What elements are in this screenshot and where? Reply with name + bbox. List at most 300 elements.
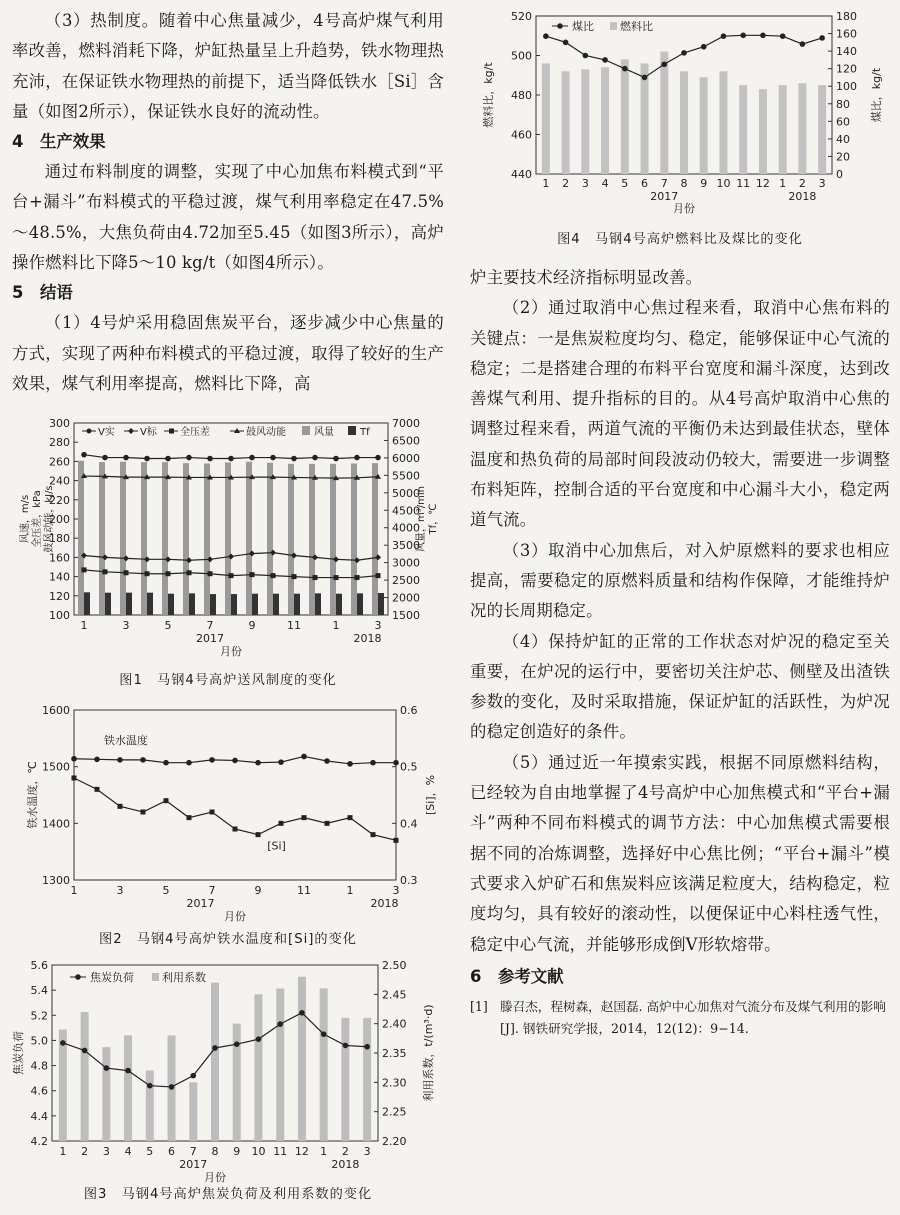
- figure-3-legend-label: 利用系数: [162, 971, 206, 985]
- figure-4-y-right-tick-label: 180: [836, 10, 857, 23]
- figure-1-y-right-tick-label: 6000: [392, 452, 420, 466]
- paragraph-conclusion-2: （2）通过取消中心焦过程来看，取消中心焦布料的关键点：一是焦炭粒度均匀、稳定，能够保证中心气流的稳定；二是搭建合理的布料平台宽度和漏斗深度，达到改善煤气利用、提升指标的目的。从4号高炉取消中心焦的调整过程来看，两道气流的平衡仍未达到最佳状态，壁体温度和热负荷的局部时间段波动仍较大，需要进一步调整布料矩阵，控制合适的平台宽度和中心漏斗大小，稳定两道气流。: [470, 298, 890, 530]
- figure-2-year-label: 2018: [370, 897, 399, 911]
- figure-2-y-right-tick-label: 0.3: [400, 874, 418, 888]
- figure-4-bar-fuel-ratio: [562, 71, 570, 174]
- figure-1-point-v-actual: [312, 455, 318, 461]
- figure-2-x-tick-label: 3: [116, 884, 124, 898]
- figure-1-y-right-tick-label: 4500: [392, 504, 420, 518]
- figure-4-year-label: 2018: [788, 190, 817, 203]
- figure-1-point-pressure-diff: [334, 575, 339, 580]
- figure-1-y-left-tick-label: 220: [49, 494, 70, 508]
- section-5-number: 5: [12, 283, 24, 303]
- figure-2-point-si: [371, 832, 376, 837]
- figure-1-legend-label: V标: [140, 427, 157, 439]
- figure-4-x-tick-label: 9: [700, 177, 708, 190]
- figure-2-point-si: [141, 810, 146, 815]
- figure-1-y-left-tick-label: 140: [49, 570, 70, 584]
- figure-2-point-si: [348, 815, 353, 820]
- figure-1-bar-tf: [231, 594, 237, 615]
- figure-3-year-label: 2017: [179, 1158, 208, 1172]
- figure-1-bar-airflow: [99, 462, 105, 615]
- figure-4-x-tick-label: 10: [716, 177, 731, 190]
- figure-4-bar-fuel-ratio: [739, 85, 747, 174]
- figure-2-point-hot-metal-temp: [324, 758, 330, 764]
- figure-3-caption: 图3 马钢4号高炉焦炭负荷及利用系数的变化: [83, 1187, 373, 1203]
- figure-3-bar-utilization: [341, 1018, 349, 1141]
- figure-2-x-tick-label: 5: [162, 884, 170, 898]
- reference-1: [470, 996, 890, 1040]
- section-4-title: 生产效果: [40, 132, 106, 152]
- figure-4-x-tick-label: 3: [818, 177, 826, 190]
- figure-3-point-coke-load: [147, 1083, 153, 1089]
- figure-1-chart: [12, 411, 444, 661]
- figure-3-point-coke-load: [343, 1043, 349, 1049]
- figure-2-x-tick-label: 9: [254, 884, 262, 898]
- figure-1-x-tick-label: 1: [332, 619, 340, 633]
- figure-4-point-coal-ratio: [661, 61, 667, 67]
- figure-4-point-coal-ratio: [681, 50, 687, 56]
- figure-1-y-left-tick-label: 200: [49, 513, 70, 527]
- figure-1-bar-airflow: [78, 461, 84, 615]
- figure-4-point-coal-ratio: [740, 33, 746, 39]
- figure-1-y-right-tick-label: 7000: [392, 417, 420, 431]
- figure-1-caption: 图1 马钢4号高炉送风制度的变化: [119, 673, 337, 689]
- figure-4-x-tick-label: 5: [621, 177, 629, 190]
- figure-2-point-si: [302, 815, 307, 820]
- figure-1-point-pressure-diff: [166, 571, 171, 576]
- figure-1-legend-label: 全压差: [180, 427, 210, 439]
- figure-1-y-right-label: Tf，℃: [428, 503, 439, 535]
- figure-4-point-coal-ratio: [701, 44, 707, 50]
- figure-2-point-hot-metal-temp: [94, 757, 100, 763]
- paragraph-conclusion-1-continued: 炉主要技术经济指标明显改善。: [470, 268, 703, 287]
- figure-3-point-coke-load: [104, 1066, 110, 1072]
- figure-4-y-right-tick-label: 0: [836, 168, 843, 181]
- figure-2-point-si: [256, 832, 261, 837]
- figure-1-legend-swatch: [302, 426, 310, 435]
- figure-3-point-coke-load: [212, 1045, 218, 1051]
- figure-1-point-pressure-diff: [376, 573, 381, 578]
- figure-4-point-coal-ratio: [583, 53, 589, 59]
- figure-1-bar-tf: [294, 594, 300, 615]
- reference-1-index: [1]: [470, 998, 488, 1014]
- figure-1-point-v-actual: [207, 456, 213, 462]
- figure-1-point-v-actual: [165, 456, 171, 462]
- figure-4-y-right-tick-label: 160: [836, 27, 857, 41]
- figure-4-point-coal-ratio: [563, 40, 569, 46]
- figure-4-y-left-label: 燃料比，kg/t: [482, 62, 495, 128]
- figure-1-bar-airflow: [267, 463, 273, 615]
- figure-3-x-tick-label: 2: [81, 1145, 89, 1159]
- figure-1-point-pressure-diff: [250, 572, 255, 577]
- figure-1-point-v-actual: [228, 456, 234, 462]
- figure-1-y-left-label: 鼓风动能，kJ/s: [44, 485, 55, 553]
- figure-3-bar-utilization: [59, 1030, 67, 1141]
- figure-1-x-tick-label: 3: [374, 619, 382, 633]
- figure-2-y-left-tick-label: 1400: [42, 817, 70, 831]
- figure-3-legend-marker: [75, 974, 81, 980]
- figure-1-point-pressure-diff: [313, 575, 318, 580]
- figure-1-y-right-tick-label: 2000: [392, 591, 420, 605]
- figure-4-y-right-tick-label: 20: [836, 150, 850, 164]
- figure-1-bar-airflow: [288, 464, 294, 615]
- figure-1-y-right-tick-label: 2500: [392, 574, 420, 588]
- figure-1-bar-tf: [252, 594, 258, 615]
- figure-3-point-coke-load: [125, 1068, 131, 1074]
- section-4-heading: [12, 127, 444, 157]
- figure-3-bar-utilization: [233, 1024, 241, 1141]
- figure-3-chart: [12, 955, 444, 1185]
- figure-3-x-tick-label: 10: [251, 1145, 266, 1159]
- figure-3-point-coke-load: [60, 1040, 66, 1046]
- figure-3-x-tick-label: 5: [146, 1145, 154, 1159]
- figure-4-bar-fuel-ratio: [798, 83, 806, 174]
- figure-3-x-tick-label: 3: [102, 1145, 110, 1159]
- figure-3-y-right-tick-label: 2.45: [382, 988, 407, 1002]
- figure-3-y-right-tick-label: 2.30: [382, 1076, 407, 1090]
- figure-1-bar-tf: [273, 594, 279, 615]
- figure-4-y-left-tick-label: 520: [511, 10, 532, 23]
- figure-1-x-tick-label: 5: [164, 619, 172, 633]
- figure-2: [12, 700, 444, 947]
- figure-2-point-hot-metal-temp: [71, 756, 77, 762]
- figure-4-y-right-tick-label: 80: [836, 97, 850, 111]
- right-column: [470, 0, 890, 1040]
- figure-1-y-left-tick-label: 160: [49, 551, 70, 565]
- figure-1-point-v-actual: [81, 452, 87, 458]
- figure-1-point-v-actual: [186, 455, 192, 461]
- figure-1-y-left-tick-label: 300: [49, 417, 70, 431]
- figure-1-bar-airflow: [162, 462, 168, 615]
- figure-1-x-tick-label: 7: [206, 619, 214, 633]
- figure-3-bar-utilization: [81, 1012, 89, 1141]
- section-6-number: 6: [470, 966, 482, 986]
- figure-4-y-left-tick-label: 500: [511, 49, 532, 63]
- figure-1-bar-airflow: [330, 464, 336, 615]
- paragraph-conclusion-5: （5）通过近一年摸索实践，根据不同原燃料结构，已经较为自由地掌握了4号高炉中心加焦模式和“平台+漏斗”两种不同布料模式的调节方法：中心加焦模式需要根据不同的冶炼调整，选择好中心焦比例；“平台+漏斗”模式要求入炉矿石和焦炭料应该满足粒度大，结构稳定，粒度均匀，具有较好的滚动性，以便保证中心料柱透气性，稳定中心气流，并能够形成倒V形软熔带。: [470, 752, 890, 954]
- figure-1-bar-airflow: [141, 462, 147, 615]
- figure-3-y-right-tick-label: 2.20: [382, 1135, 407, 1149]
- figure-1-point-v-actual: [375, 455, 381, 461]
- figure-2-x-tick-label: 11: [297, 884, 311, 898]
- figure-1-bar-tf: [189, 594, 195, 616]
- figure-3-x-tick-label: 7: [189, 1145, 197, 1159]
- figure-1-y-right-label: 风量，m³/min: [416, 486, 427, 553]
- figure-3-x-tick-label: 4: [124, 1145, 132, 1159]
- figure-3-x-tick-label: 11: [273, 1145, 288, 1159]
- left-column: [12, 0, 444, 1202]
- figure-1-year-label: 2018: [353, 632, 382, 646]
- figure-2-point-hot-metal-temp: [209, 757, 215, 763]
- figure-3-bar-utilization: [124, 1036, 132, 1142]
- figure-4-point-coal-ratio: [602, 57, 608, 63]
- figure-2-point-hot-metal-temp: [347, 761, 353, 767]
- figure-2-y-right-tick-label: 0.5: [400, 760, 418, 774]
- figure-4-x-tick-label: 8: [680, 177, 688, 190]
- figure-3-point-coke-load: [299, 1010, 305, 1016]
- figure-3-bar-utilization: [146, 1071, 154, 1141]
- figure-1-legend-marker: [169, 429, 174, 434]
- figure-2-x-tick-label: 1: [346, 884, 354, 898]
- figure-4-x-tick-label: 7: [660, 177, 668, 190]
- paragraph-conclusion-1: （1）4号炉采用稳固焦炭平台，逐步减少中心焦量的方式，实现了两种布料模式的平稳过渡，取得了较好的生产效果，煤气利用率提高，燃料比下降，高: [12, 313, 444, 393]
- figure-4: [470, 6, 890, 247]
- figure-4-legend-swatch: [610, 22, 617, 30]
- figure-1-y-left-label: 风速，m/s: [20, 495, 31, 544]
- figure-4-x-tick-label: 12: [755, 177, 770, 190]
- figure-1-point-v-actual: [102, 455, 108, 461]
- figure-4-point-coal-ratio: [543, 33, 549, 39]
- figure-1-y-right-tick-label: 5000: [392, 487, 420, 501]
- figure-1-point-v-actual: [354, 455, 360, 461]
- figure-1-point-v-actual: [144, 456, 150, 462]
- figure-4-bar-fuel-ratio: [660, 52, 668, 174]
- figure-1-point-pressure-diff: [187, 571, 192, 576]
- figure-2-point-si: [394, 838, 399, 843]
- figure-4-y-right-label: 煤比，kg/t: [870, 67, 883, 123]
- figure-4-point-coal-ratio: [780, 33, 786, 39]
- figure-1-legend-marker: [87, 429, 92, 434]
- figure-3-point-coke-load: [321, 1032, 327, 1038]
- figure-2-point-si: [72, 776, 77, 781]
- figure-3-y-right-tick-label: 2.50: [382, 959, 407, 973]
- figure-1-x-axis-label: 月份: [220, 645, 242, 659]
- figure-2-point-si: [279, 821, 284, 826]
- figure-2-point-si: [325, 821, 330, 826]
- figure-1-point-v-actual: [249, 455, 255, 461]
- figure-2-point-hot-metal-temp: [140, 757, 146, 763]
- figure-1-y-right-tick-label: 1500: [392, 609, 420, 623]
- figure-2-point-si: [95, 787, 100, 792]
- figure-4-x-tick-label: 2: [798, 177, 806, 190]
- figure-4-legend-label: 煤比: [572, 20, 594, 33]
- figure-4-y-left-tick-label: 480: [511, 89, 532, 102]
- figure-3-bar-utilization: [276, 989, 284, 1142]
- figure-1-legend-label: 风量: [314, 427, 334, 439]
- figure-1-point-pressure-diff: [292, 574, 297, 579]
- figure-3-y-left-label: 焦炭负荷: [12, 1031, 25, 1076]
- figure-2-x-axis-label: 月份: [224, 910, 246, 924]
- figure-3-y-left-tick-label: 4.8: [30, 1059, 48, 1073]
- figure-4-point-coal-ratio: [800, 41, 806, 47]
- figure-1-bar-airflow: [351, 464, 357, 616]
- figure-2-point-hot-metal-temp: [278, 760, 284, 766]
- figure-1-bar-tf: [105, 593, 111, 615]
- figure-3-bar-utilization: [102, 1047, 110, 1141]
- figure-1-y-left-tick-label: 280: [49, 436, 70, 450]
- figure-2-y-right-tick-label: 0.6: [400, 704, 418, 718]
- figure-1-bar-tf: [210, 594, 216, 615]
- figure-1-bar-airflow: [309, 464, 315, 615]
- figure-1-point-v-actual: [333, 456, 339, 462]
- figure-3-point-coke-load: [256, 1037, 262, 1043]
- figure-1-point-v-actual: [123, 455, 129, 461]
- figure-1-bar-tf: [336, 594, 342, 615]
- figure-1-y-right-tick-label: 5500: [392, 469, 420, 483]
- figure-4-x-tick-label: 4: [601, 177, 609, 190]
- figure-3-x-axis-label: 月份: [204, 1171, 226, 1185]
- figure-1-x-tick-label: 9: [248, 619, 256, 633]
- figure-4-point-coal-ratio: [622, 66, 628, 72]
- figure-4-year-label: 2017: [650, 190, 679, 203]
- reference-1-text: 滕召杰，程树森，赵国磊. 高炉中心加焦对气流分布及煤气利用的影响[J]. 钢铁研究学报，2014，12(12)：9−14.: [500, 998, 886, 1036]
- figure-4-point-coal-ratio: [760, 33, 766, 39]
- figure-4-y-right-tick-label: 100: [836, 80, 857, 94]
- section-5-heading: [12, 278, 444, 308]
- figure-4-x-tick-label: 2: [562, 177, 570, 190]
- figure-1-y-right-tick-label: 4000: [392, 521, 420, 535]
- figure-1-x-tick-label: 11: [287, 619, 301, 633]
- figure-4-y-right-tick-label: 60: [836, 115, 850, 129]
- figure-3-bar-utilization: [211, 983, 219, 1141]
- figure-4-bar-fuel-ratio: [719, 71, 727, 174]
- figure-2-point-hot-metal-temp: [301, 754, 307, 760]
- figure-2-point-hot-metal-temp: [393, 760, 399, 766]
- figure-1-point-pressure-diff: [271, 573, 276, 578]
- figure-3-x-tick-label: 1: [320, 1145, 328, 1159]
- figure-1-bar-airflow: [372, 463, 378, 615]
- figure-1-bar-tf: [147, 593, 153, 615]
- figure-2-point-si: [118, 804, 123, 809]
- figure-1-legend-label: V实: [98, 427, 115, 439]
- figure-1-point-pressure-diff: [103, 570, 108, 575]
- figure-4-bar-fuel-ratio: [759, 89, 767, 174]
- figure-2-point-hot-metal-temp: [370, 760, 376, 766]
- figure-4-y-right-tick-label: 140: [836, 45, 857, 59]
- figure-2-x-tick-label: 3: [392, 884, 400, 898]
- figure-1-bar-airflow: [120, 462, 126, 615]
- figure-4-chart: [470, 6, 890, 214]
- paragraph-heat-regime: （3）热制度。随着中心焦量减少，4号高炉煤气利用率改善，燃料消耗下降，炉缸热量呈上升趋势，铁水物理热充沛，在保证铁水物理热的前提下，适当降低铁水［Si］含量（如图2所示），保证铁水良好的流动性。: [12, 11, 444, 121]
- figure-2-y-left-tick-label: 1600: [42, 704, 70, 718]
- figure-4-point-coal-ratio: [642, 75, 648, 81]
- figure-1-legend-swatch: [348, 426, 356, 435]
- figure-3-bar-utilization: [298, 977, 306, 1141]
- figure-2-y-left-tick-label: 1500: [42, 760, 70, 774]
- figure-2-year-label: 2017: [186, 897, 215, 911]
- figure-1-x-tick-label: 3: [122, 619, 130, 633]
- figure-4-x-axis-label: 月份: [673, 202, 695, 215]
- figure-2-point-si: [210, 810, 215, 815]
- figure-1-point-pressure-diff: [355, 575, 360, 580]
- figure-1-y-left-tick-label: 260: [49, 455, 70, 469]
- figure-4-legend-marker: [557, 23, 563, 29]
- figure-1-bar-tf: [168, 594, 174, 615]
- paragraph-conclusion-3: （3）取消中心加焦后，对入炉原燃料的要求也相应提高，需要稳定的原燃料质量和结构作保障，才能维持炉况的长周期稳定。: [470, 540, 890, 621]
- figure-3-y-left-tick-label: 4.6: [30, 1084, 48, 1098]
- figure-3-x-tick-label: 6: [168, 1145, 176, 1159]
- figure-4-y-left-tick-label: 460: [511, 128, 532, 142]
- figure-3-x-tick-label: 9: [233, 1145, 241, 1159]
- figure-3-y-left-tick-label: 5.0: [30, 1034, 48, 1048]
- section-5-title: 结语: [40, 283, 73, 303]
- figure-1-x-tick-label: 1: [80, 619, 88, 633]
- figure-1-point-v-actual: [270, 455, 276, 461]
- figure-1-legend-label: 鼓风动能: [246, 427, 286, 439]
- figure-3-point-coke-load: [364, 1044, 370, 1050]
- figure-3-x-tick-label: 8: [211, 1145, 219, 1159]
- figure-3-x-tick-label: 1: [59, 1145, 67, 1159]
- section-6-title: 参考文献: [498, 966, 564, 986]
- figure-2-series-label-si: [Si]: [267, 839, 286, 853]
- figure-1-bar-airflow: [183, 463, 189, 615]
- figure-1-y-right-tick-label: 3000: [392, 556, 420, 570]
- figure-1: [12, 411, 444, 688]
- figure-2-point-hot-metal-temp: [186, 760, 192, 766]
- figure-1-bar-tf: [378, 593, 384, 615]
- figure-1-point-v-actual: [291, 456, 297, 462]
- figure-3-y-left-tick-label: 4.4: [30, 1110, 48, 1124]
- figure-3-bar-utilization: [254, 995, 262, 1142]
- figure-2-point-hot-metal-temp: [232, 758, 238, 764]
- figure-2-y-left-tick-label: 1300: [42, 874, 70, 888]
- figure-3-y-right-label: 利用系数，t/(m³·d): [422, 1004, 435, 1102]
- figure-1-y-left-tick-label: 240: [49, 474, 70, 488]
- figure-2-y-right-tick-label: 0.4: [400, 817, 418, 831]
- figure-3-y-right-tick-label: 2.35: [382, 1047, 407, 1061]
- figure-1-year-label: 2017: [196, 632, 224, 646]
- figure-2-caption: 图2 马钢4号高炉铁水温度和[Si]的变化: [99, 932, 357, 948]
- figure-3-legend-swatch: [152, 973, 159, 981]
- figure-2-point-hot-metal-temp: [255, 760, 261, 766]
- figure-3-legend-label: 焦炭负荷: [90, 971, 134, 985]
- section-6-heading: [470, 962, 890, 992]
- figure-2-point-si: [187, 815, 192, 820]
- figure-3-point-coke-load: [234, 1042, 240, 1048]
- figure-1-bar-tf: [126, 593, 132, 615]
- figure-4-x-tick-label: 11: [736, 177, 751, 190]
- figure-1-point-pressure-diff: [124, 571, 129, 576]
- figure-4-y-right-tick-label: 120: [836, 62, 857, 76]
- figure-1-bar-airflow: [204, 464, 210, 616]
- figure-2-point-si: [164, 798, 169, 803]
- figure-3-y-left-tick-label: 4.2: [30, 1135, 48, 1149]
- figure-4-point-coal-ratio: [819, 35, 825, 41]
- figure-2-chart: [12, 700, 444, 924]
- figure-2-point-si: [233, 827, 238, 832]
- figure-1-legend-marker: [128, 428, 134, 434]
- figure-4-point-coal-ratio: [721, 33, 727, 39]
- figure-3-bar-utilization: [363, 1018, 371, 1141]
- figure-1-point-pressure-diff: [229, 573, 234, 578]
- figure-2-x-tick-label: 7: [208, 884, 216, 898]
- figure-4-bar-fuel-ratio: [601, 67, 609, 174]
- figure-1-point-pressure-diff: [208, 571, 213, 576]
- figure-3-bar-utilization: [189, 1083, 197, 1142]
- figure-4-x-tick-label: 3: [581, 177, 589, 190]
- figure-1-point-pressure-diff: [82, 568, 87, 573]
- figure-2-series-label-temp: 铁水温度: [103, 734, 148, 748]
- figure-2-point-hot-metal-temp: [117, 757, 123, 763]
- figure-4-bar-fuel-ratio: [700, 77, 708, 174]
- figure-1-bar-tf: [84, 593, 90, 616]
- figure-1-y-left-tick-label: 180: [49, 532, 70, 546]
- figure-1-bar-airflow: [246, 462, 252, 615]
- figure-4-x-tick-label: 1: [542, 177, 550, 190]
- figure-2-x-tick-label: 1: [70, 884, 78, 898]
- figure-1-y-right-tick-label: 6500: [392, 434, 420, 448]
- figure-3-y-left-tick-label: 5.6: [30, 959, 48, 973]
- figure-3-x-tick-label: 12: [294, 1145, 309, 1159]
- figure-3-y-left-tick-label: 5.2: [30, 1009, 48, 1023]
- figure-3-point-coke-load: [190, 1073, 196, 1079]
- figure-3-bar-utilization: [320, 989, 328, 1142]
- figure-4-x-tick-label: 6: [641, 177, 649, 190]
- figure-3-y-right-tick-label: 2.25: [382, 1105, 407, 1119]
- figure-4-y-right-tick-label: 40: [836, 132, 850, 146]
- figure-3-year-label: 2018: [331, 1158, 360, 1172]
